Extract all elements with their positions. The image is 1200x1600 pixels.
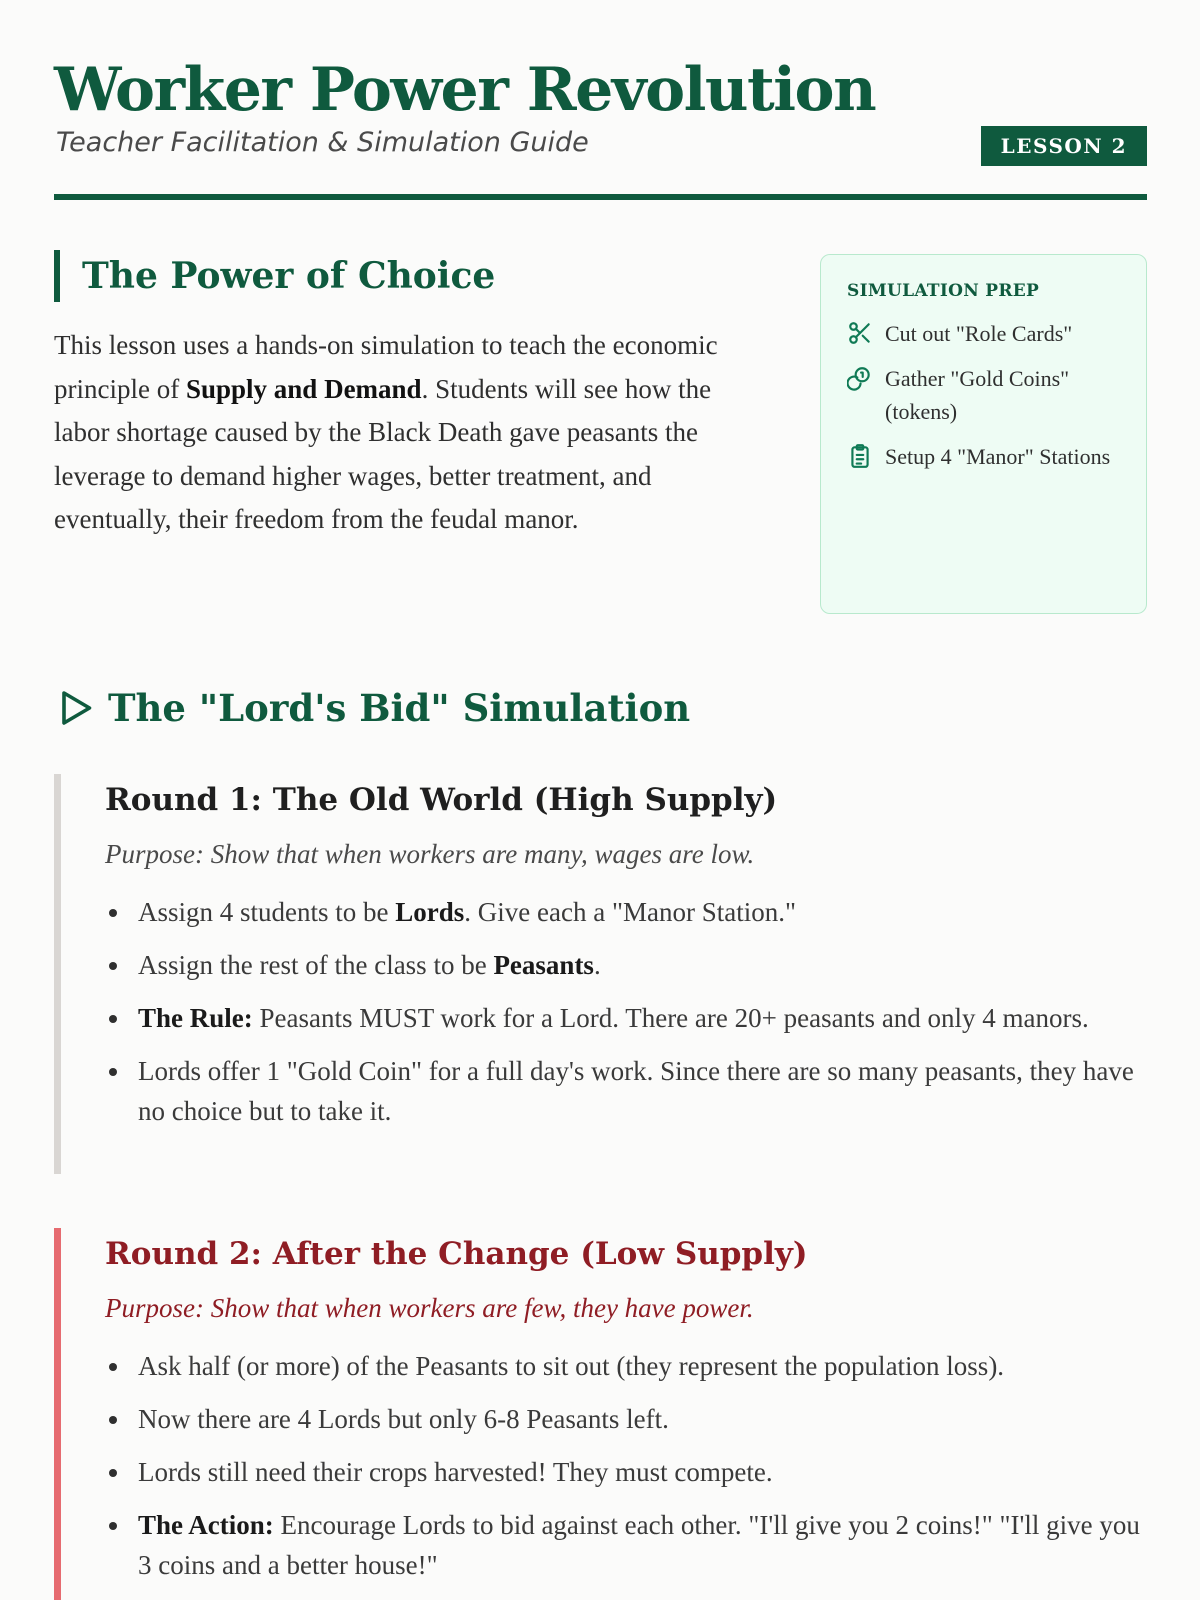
document-subtitle: Teacher Facilitation & Simulation Guide <box>56 127 589 158</box>
intro-text-bold: Supply and Demand <box>185 373 422 404</box>
lesson-badge: LESSON 2 <box>981 126 1147 166</box>
list-item-bold: Peasants <box>493 950 594 980</box>
round-1-list <box>105 892 1147 1131</box>
list-item <box>105 998 1147 1038</box>
prep-item <box>847 317 1120 350</box>
list-item-text: Assign the rest of the class to be <box>138 950 494 980</box>
list-item: Lords offer 1 "Gold Coin" for a full day's work. Since there are so many peasants, they have no choice but to take it. <box>105 1051 1147 1131</box>
intro-text-part-1: This lesson uses a hands-on simulation to teach the economic principle of <box>54 330 718 404</box>
simulation-prep-card <box>820 254 1147 614</box>
round-2-purpose: Purpose: Show that when workers are few, they have power. <box>105 1293 754 1323</box>
list-item-text: Encourage Lords to bid against each other. "I'll give you 2 coins!" "I'll give you 3 coins and a better house!" <box>138 1510 1140 1580</box>
prep-list <box>847 317 1120 473</box>
header-divider <box>54 194 1147 200</box>
list-item <box>105 945 1147 985</box>
intro-section <box>54 250 754 542</box>
list-item-bold: The Rule: <box>138 1003 253 1033</box>
list-item-text: Assign 4 students to be <box>138 897 396 927</box>
list-item: Now there are 4 Lords but only 6-8 Peasants left. <box>105 1399 1147 1439</box>
prep-item-label: Setup 4 "Manor" Stations <box>885 444 1111 469</box>
scissors-icon <box>847 320 873 346</box>
prep-item <box>847 362 1120 428</box>
intro-paragraph <box>54 324 754 542</box>
list-item <box>105 1505 1147 1585</box>
prep-item <box>847 440 1120 473</box>
list-item-text: . <box>593 950 601 980</box>
list-item <box>105 892 1147 932</box>
round-1-block <box>54 774 1147 1174</box>
list-item-text: Peasants MUST work for a Lord. There are 20+ peasants and only 4 manors. <box>252 1003 1089 1033</box>
document-header <box>54 52 1147 161</box>
list-item-bold: The Action: <box>138 1510 274 1540</box>
prep-title: SIMULATION PREP <box>847 281 1040 301</box>
coins-icon <box>847 365 873 391</box>
document-title: Worker Power Revolution <box>54 55 876 125</box>
round-1-title: Round 1: The Old World (High Supply) <box>105 782 778 818</box>
prep-item-label: Cut out "Role Cards" <box>885 321 1073 346</box>
simulation-title: The "Lord's Bid" Simulation <box>108 686 691 730</box>
prep-item-label: Gather "Gold Coins" (tokens) <box>885 366 1070 424</box>
play-icon <box>58 688 94 728</box>
list-item: Lords still need their crops harvested! They must compete. <box>105 1452 1147 1492</box>
list-item-bold: Lords <box>395 897 465 927</box>
list-item: Ask half (or more) of the Peasants to sit out (they represent the population loss). <box>105 1346 1147 1386</box>
intro-heading: The Power of Choice <box>54 250 754 302</box>
round-2-list <box>105 1346 1147 1585</box>
intro-text-part-2: . Students will see how the labor shortage caused by the Black Death gave peasants the leverage to demand higher wages, better treatment, and eventually, their freedom from the feudal manor. <box>54 373 712 534</box>
list-item-text: . Give each a "Manor Station." <box>464 897 796 927</box>
round-2-title: Round 2: After the Change (Low Supply) <box>105 1236 808 1272</box>
round-2-block <box>54 1228 1147 1600</box>
simulation-heading <box>58 684 690 732</box>
clipboard-icon <box>847 443 873 469</box>
round-1-purpose: Purpose: Show that when workers are many, wages are low. <box>105 839 755 869</box>
